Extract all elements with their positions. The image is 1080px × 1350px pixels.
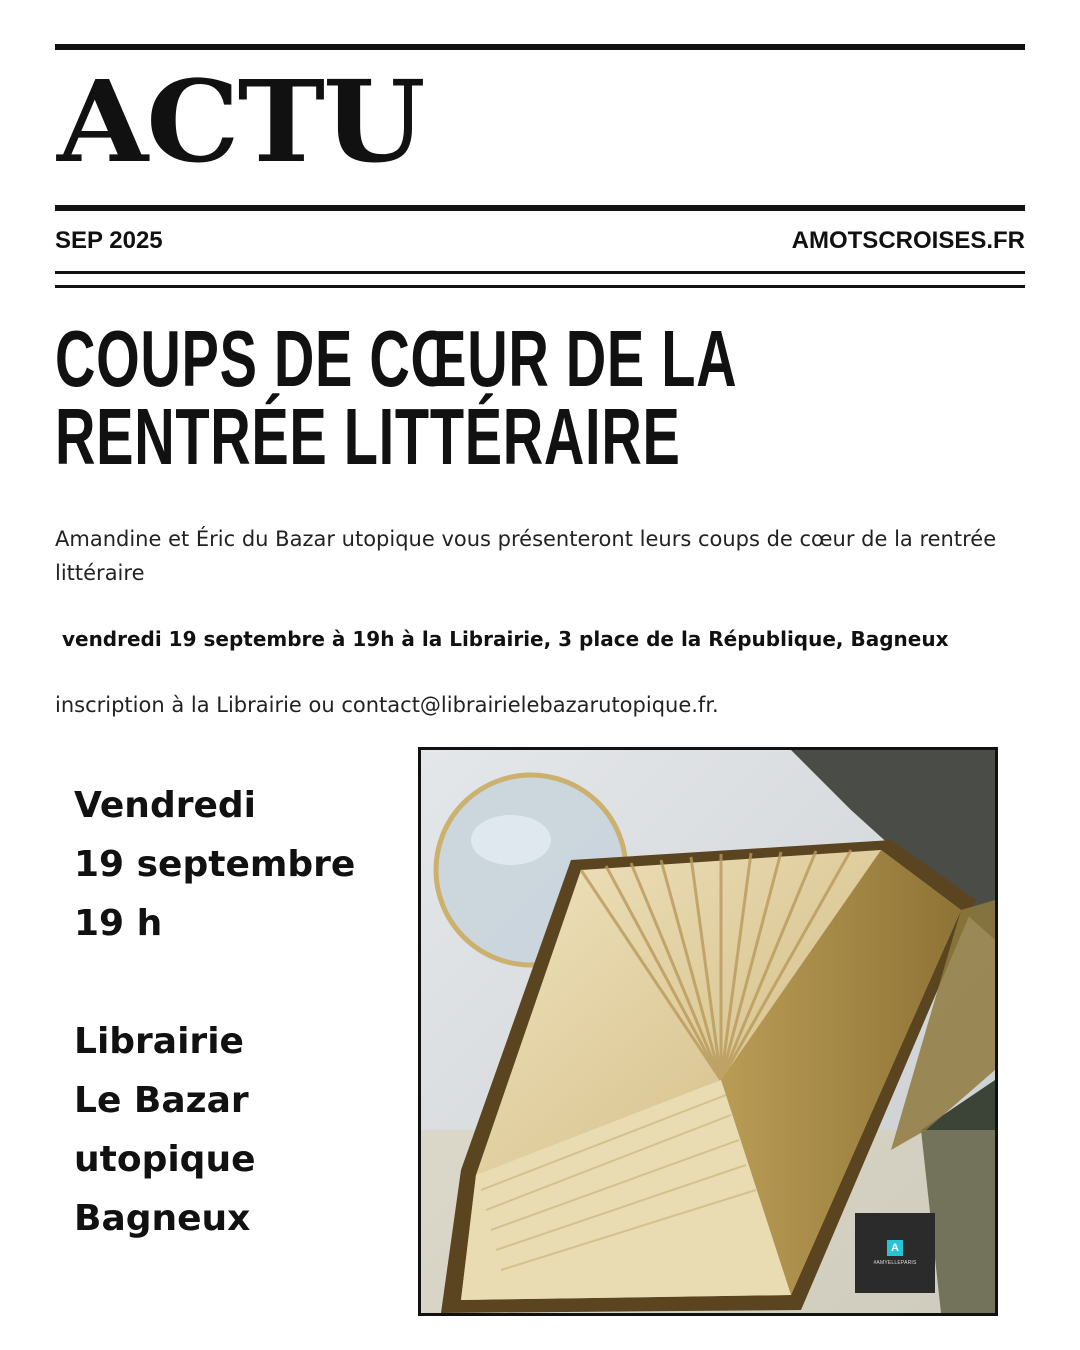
top-rule — [55, 44, 1025, 50]
headline-line-1: COUPS DE CŒUR DE LA — [55, 314, 738, 403]
badge-logo: A — [887, 1240, 903, 1256]
event-time: 19 h — [74, 903, 163, 944]
masthead-bottom-rule — [55, 205, 1025, 211]
event-place-line-3: utopique — [74, 1139, 256, 1180]
masthead-title: ACTU — [57, 57, 424, 188]
event-date: 19 septembre — [74, 844, 356, 885]
dateline — [55, 224, 1025, 258]
issue-date: SEP 2025 — [55, 227, 163, 254]
event-day: Vendredi — [74, 785, 256, 826]
event-info — [74, 776, 404, 1248]
article-headline — [55, 314, 738, 481]
book-photo — [418, 747, 998, 1316]
event-place-line-2: Le Bazar — [74, 1080, 249, 1121]
site-name: AMOTSCROISES.FR — [791, 227, 1025, 254]
dateline-rule-1 — [55, 271, 1025, 274]
badge-text: #AMYELLEPARIS — [873, 1260, 917, 1266]
signup-info: inscription à la Librairie ou contact@librairielebazarutopique.fr. — [55, 693, 719, 717]
watermark-badge — [855, 1213, 935, 1293]
event-when: vendredi 19 septembre à 19h à la Librairie, 3 place de la République, Bagneux — [55, 627, 949, 651]
event-place-line-4: Bagneux — [74, 1198, 251, 1239]
article-lead: Amandine et Éric du Bazar utopique vous présenteront leurs coups de cœur de la rentrée littéraire — [55, 527, 1010, 585]
event-place-line-1: Librairie — [74, 1021, 244, 1062]
headline-line-2: RENTRÉE LITTÉRAIRE — [55, 392, 681, 481]
dateline-rule-2 — [55, 285, 1025, 288]
